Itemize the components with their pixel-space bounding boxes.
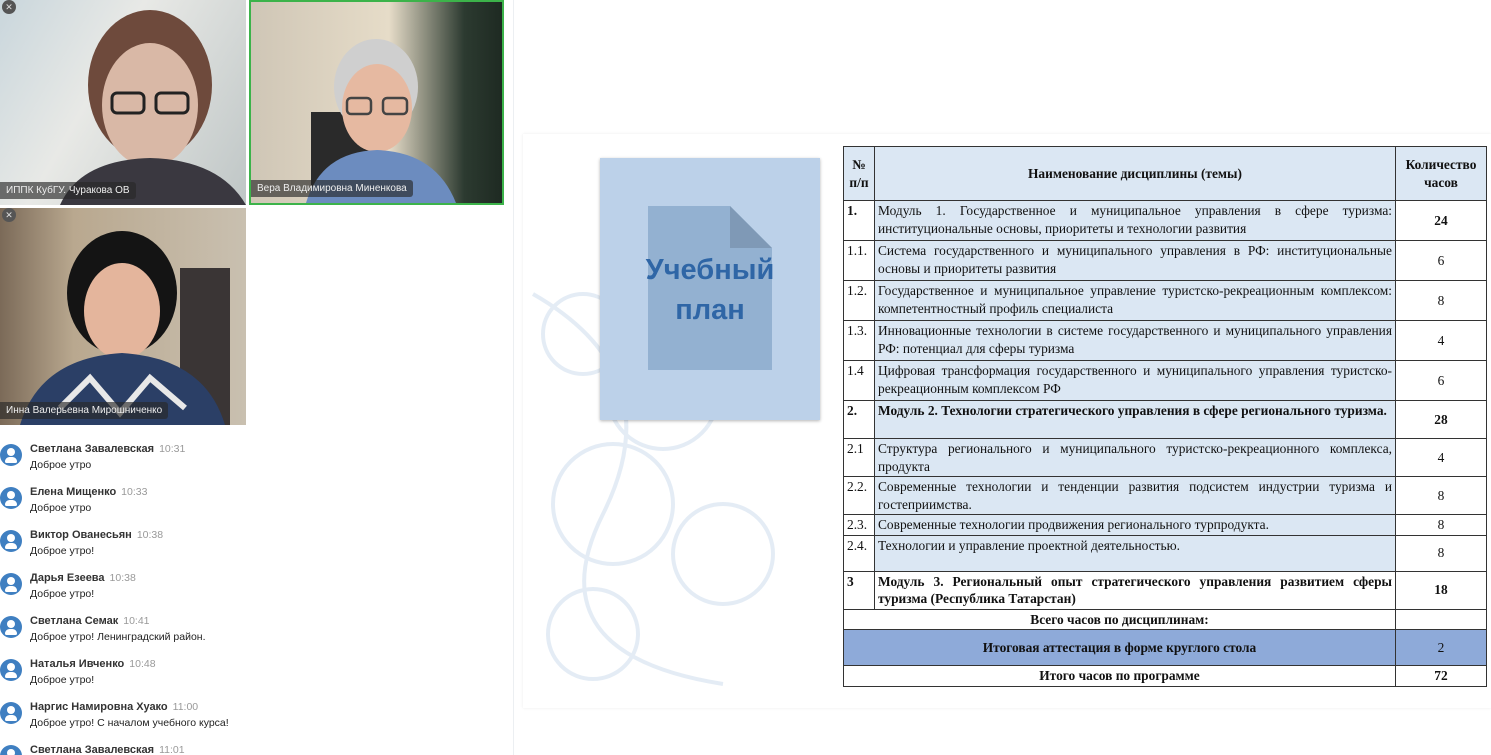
row-num: 2.	[844, 401, 875, 439]
message-text: Доброе утро! Ленинградский район.	[30, 631, 206, 643]
pin-icon[interactable]: ✕	[2, 0, 16, 14]
participant-name: Инна Валерьевна Мирошниченко	[0, 402, 168, 419]
table-row	[844, 535, 1487, 571]
row-name: Система государственного и муниципального управления в РФ: институциональные основы и приоритеты развития	[875, 241, 1396, 281]
row-hours: 8	[1396, 281, 1487, 321]
row-hours: 24	[1396, 201, 1487, 241]
table-row	[844, 477, 1487, 515]
card-title	[600, 250, 820, 330]
user-avatar-icon	[0, 444, 22, 466]
chat-message	[0, 696, 514, 739]
row-num: 1.3.	[844, 321, 875, 361]
participant-video	[0, 0, 246, 205]
total-hours: 72	[1396, 666, 1487, 687]
chat-message	[0, 610, 514, 653]
chat-author	[30, 610, 514, 627]
author-name: Светлана Завалевская	[30, 744, 155, 755]
message-text: Доброе утро!	[30, 545, 95, 557]
table-header-row	[844, 147, 1487, 201]
author-name: Наталья Ивченко	[30, 658, 125, 670]
chat-author	[30, 567, 514, 584]
panel-divider	[513, 0, 514, 755]
author-name: Елена Мищенко	[30, 486, 117, 498]
chat-message	[0, 524, 514, 567]
row-num: 1.1.	[844, 241, 875, 281]
author-name: Виктор Ованесьян	[30, 529, 132, 541]
shared-slide	[523, 134, 1491, 708]
video-tile-minenkova[interactable]	[249, 0, 504, 205]
row-num: 2.1	[844, 439, 875, 477]
message-text: Доброе утро	[30, 459, 92, 471]
subtotal-label: Всего часов по дисциплинам:	[844, 609, 1396, 630]
row-name: Модуль 2. Технологии стратегического управления в сфере регионального туризма.	[875, 401, 1396, 439]
row-num: 2.4.	[844, 535, 875, 571]
header-name: Наименование дисциплины (темы)	[875, 147, 1396, 201]
row-num: 2.3.	[844, 515, 875, 536]
table-row	[844, 515, 1487, 536]
table-row	[844, 401, 1487, 439]
card-title-line1: Учебный	[645, 254, 775, 286]
chat-author	[30, 696, 514, 713]
row-name: Модуль 3. Региональный опыт стратегического управления развитием сферы туризма (Республика Татарстан)	[875, 571, 1396, 609]
row-num: 1.	[844, 201, 875, 241]
row-hours: 8	[1396, 535, 1487, 571]
row-hours: 28	[1396, 401, 1487, 439]
chat-author	[30, 481, 514, 498]
row-hours: 6	[1396, 241, 1487, 281]
subtotal-row	[844, 609, 1487, 630]
pin-icon[interactable]: ✕	[2, 208, 16, 222]
message-time: 10:38	[109, 572, 136, 584]
row-hours: 8	[1396, 477, 1487, 515]
user-avatar-icon	[0, 530, 22, 552]
participant-video	[0, 208, 246, 425]
video-tile-churakova[interactable]	[0, 0, 246, 205]
message-time: 11:01	[159, 744, 185, 755]
header-hours: Количество часов	[1396, 147, 1487, 201]
curriculum-card	[600, 158, 820, 420]
participant-video	[251, 2, 502, 203]
message-text: Доброе утро	[30, 502, 92, 514]
user-avatar-icon	[0, 745, 22, 755]
message-time: 10:41	[123, 615, 150, 627]
chat-panel[interactable]	[0, 438, 514, 755]
chat-author	[30, 438, 514, 455]
row-name: Современные технологии продвижения регионального турпродукта.	[875, 515, 1396, 536]
message-time: 10:33	[121, 486, 148, 498]
table-row	[844, 201, 1487, 241]
chat-author	[30, 739, 514, 755]
user-avatar-icon	[0, 702, 22, 724]
table-row	[844, 439, 1487, 477]
row-hours: 4	[1396, 321, 1487, 361]
final-attestation-row	[844, 630, 1487, 666]
user-avatar-icon	[0, 487, 22, 509]
chat-message	[0, 567, 514, 610]
row-hours: 6	[1396, 361, 1487, 401]
message-text: Доброе утро!	[30, 674, 95, 686]
video-tile-miroshnichenko[interactable]	[0, 208, 246, 425]
row-name: Технологии и управление проектной деятельностью.	[875, 535, 1396, 571]
author-name: Дарья Езеева	[30, 572, 105, 584]
row-name: Модуль 1. Государственное и муниципальное управления в сфере туризма: институциональные основы, приоритеты и технологии развития	[875, 201, 1396, 241]
message-time: 11:00	[172, 701, 199, 713]
row-num: 2.2.	[844, 477, 875, 515]
row-num: 1.2.	[844, 281, 875, 321]
final-label: Итоговая аттестация в форме круглого стола	[844, 630, 1396, 666]
card-title-line2: план	[675, 294, 745, 326]
row-hours: 18	[1396, 571, 1487, 609]
subtotal-hours	[1396, 609, 1487, 630]
message-time: 10:31	[159, 443, 186, 455]
message-text: Доброе утро!	[30, 588, 95, 600]
total-row	[844, 666, 1487, 687]
row-name: Структура регионального и муниципального туристско-рекреационного комплекса, продукта	[875, 439, 1396, 477]
final-hours: 2	[1396, 630, 1487, 666]
header-num: № п/п	[844, 147, 875, 201]
chat-message	[0, 739, 514, 755]
row-name: Инновационные технологии в системе государственного и муниципального управления РФ: потенциал для сферы туризма	[875, 321, 1396, 361]
chat-message	[0, 653, 514, 696]
author-name: Светлана Завалевская	[30, 443, 155, 455]
chat-message	[0, 481, 514, 524]
user-avatar-icon	[0, 573, 22, 595]
row-num: 3	[844, 571, 875, 609]
row-name: Государственное и муниципальное управление туристско-рекреационным комплексом: компетентностный профиль специалиста	[875, 281, 1396, 321]
table-row	[844, 321, 1487, 361]
table-row	[844, 361, 1487, 401]
row-hours: 4	[1396, 439, 1487, 477]
participant-name: ИППК КубГУ. Чуракова ОВ	[0, 182, 136, 199]
row-name: Цифровая трансформация государственного и муниципального управления туристско-рекреационным комплексом РФ	[875, 361, 1396, 401]
author-name: Наргис Намировна Хуако	[30, 701, 168, 713]
message-text: Доброе утро! С началом учебного курса!	[30, 717, 229, 729]
message-time: 10:38	[136, 529, 164, 541]
chat-author	[30, 653, 514, 670]
participant-name: Вера Владимировна Миненкова	[251, 180, 413, 197]
row-hours: 8	[1396, 515, 1487, 536]
curriculum-table	[843, 146, 1487, 687]
row-name: Современные технологии и тенденции развития подсистем индустрии туризма и гостеприимства.	[875, 477, 1396, 515]
chat-message	[0, 438, 514, 481]
user-avatar-icon	[0, 616, 22, 638]
author-name: Светлана Семак	[30, 615, 119, 627]
table-row	[844, 281, 1487, 321]
table-row	[844, 571, 1487, 609]
table-row	[844, 241, 1487, 281]
message-time: 10:48	[129, 658, 156, 670]
total-label: Итого часов по программе	[844, 666, 1396, 687]
row-num: 1.4	[844, 361, 875, 401]
chat-author	[30, 524, 514, 541]
user-avatar-icon	[0, 659, 22, 681]
